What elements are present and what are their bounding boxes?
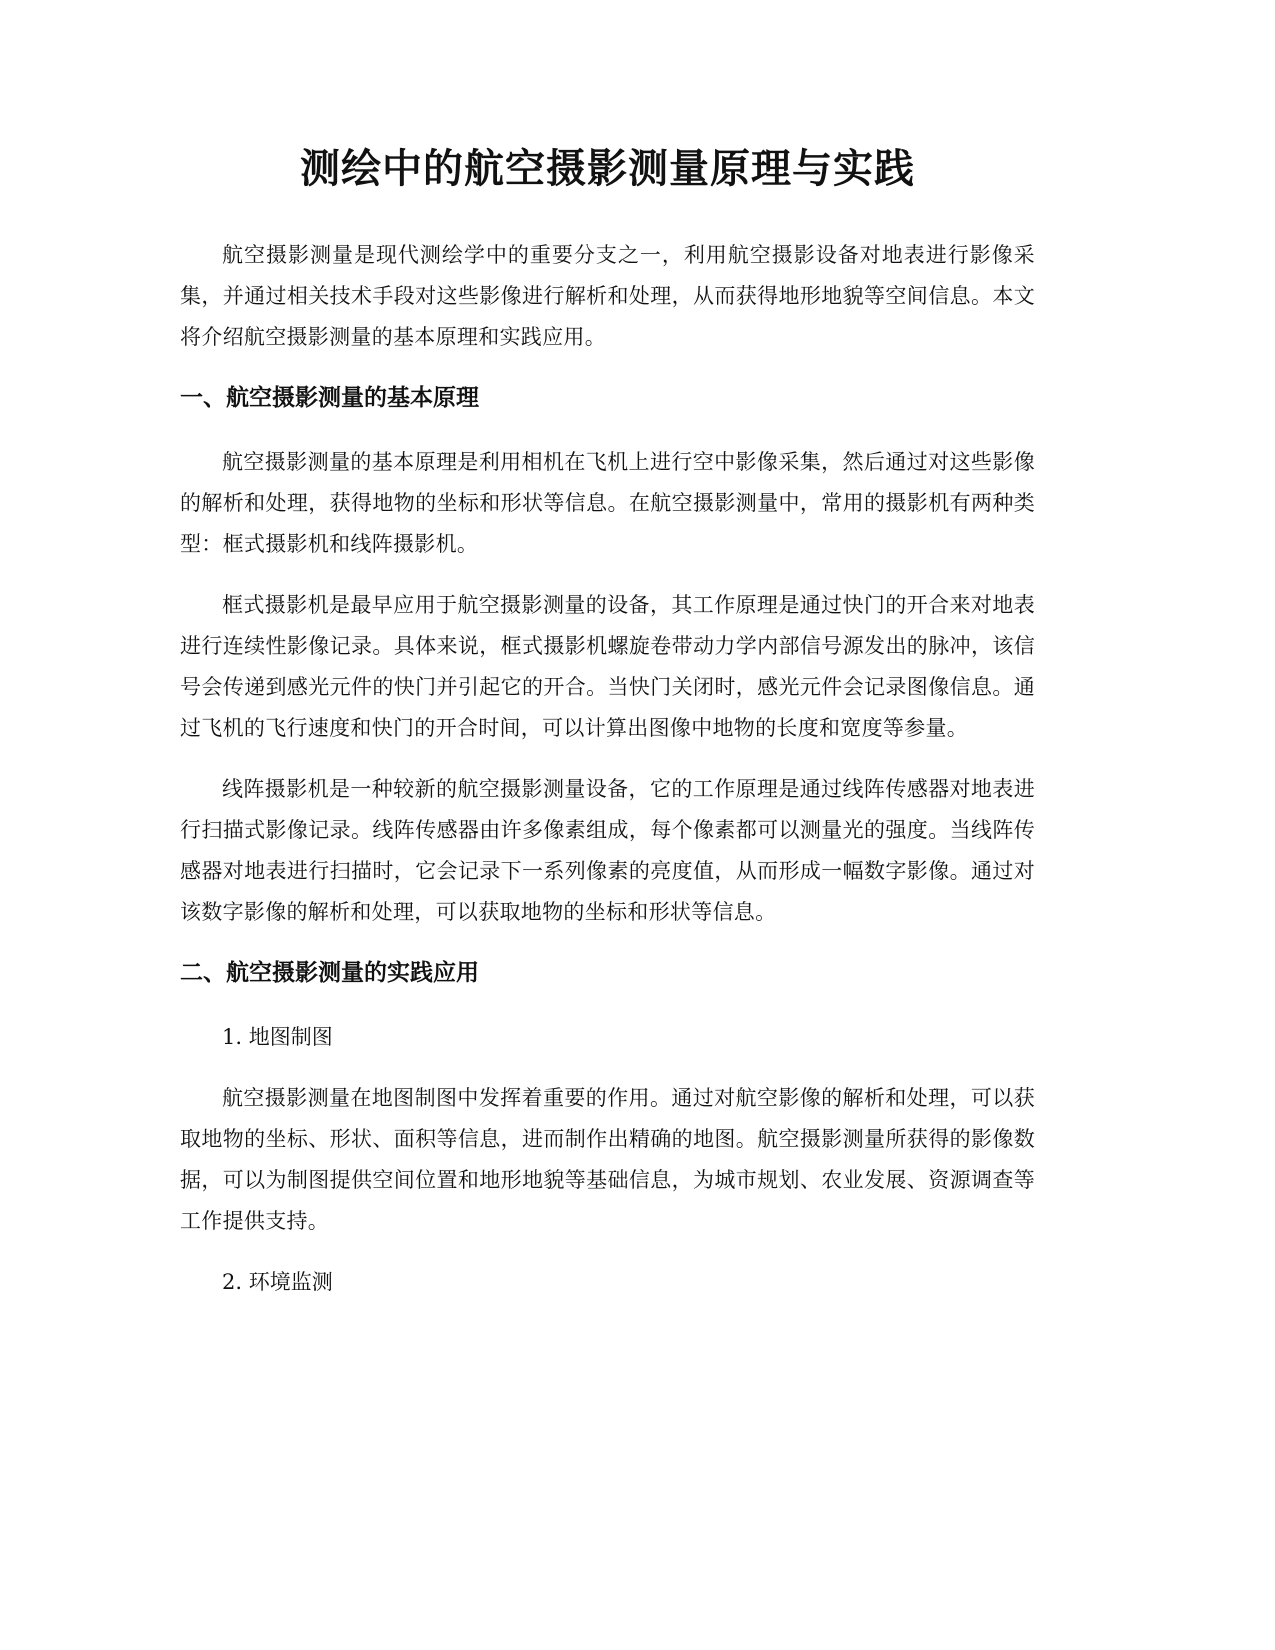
section-1-paragraph-1: 航空摄影测量的基本原理是利用相机在飞机上进行空中影像采集，然后通过对这些影像的解析和处理，获得地物的坐标和形状等信息。在航空摄影测量中，常用的摄影机有两种类型：框式摄影机和线阵摄影机。 bbox=[180, 450, 1035, 556]
subsection-1-paragraph: 航空摄影测量在地图制图中发挥着重要的作用。通过对航空影像的解析和处理，可以获取地物的坐标、形状、面积等信息，进而制作出精确的地图。航空摄影测量所获得的影像数据，可以为制图提供空间位置和地形地貌等基础信息，为城市规划、农业发展、资源调查等工作提供支持。 bbox=[180, 1086, 1035, 1233]
document-title: 测绘中的航空摄影测量原理与实践 bbox=[300, 146, 915, 192]
section-2-heading: 二、航空摄影测量的实践应用 bbox=[180, 960, 479, 986]
section-1-paragraph-3: 线阵摄影机是一种较新的航空摄影测量设备，它的工作原理是通过线阵传感器对地表进行扫描式影像记录。线阵传感器由许多像素组成，每个像素都可以测量光的强度。当线阵传感器对地表进行扫描时，它会记录下一系列像素的亮度值，从而形成一幅数字影像。通过对该数字影像的解析和处理，可以获取地物的坐标和形状等信息。 bbox=[180, 777, 1035, 924]
section-1-heading: 一、航空摄影测量的基本原理 bbox=[180, 385, 479, 411]
section-1-paragraph-2: 框式摄影机是最早应用于航空摄影测量的设备，其工作原理是通过快门的开合来对地表进行连续性影像记录。具体来说，框式摄影机螺旋卷带动力学内部信号源发出的脉冲，该信号会传递到感光元件的快门并引起它的开合。当快门关闭时，感光元件会记录图像信息。通过飞机的飞行速度和快门的开合时间，可以计算出图像中地物的长度和宽度等参量。 bbox=[180, 593, 1035, 740]
subsection-1-title: 1. 地图制图 bbox=[222, 1025, 333, 1049]
intro-paragraph: 航空摄影测量是现代测绘学中的重要分支之一，利用航空摄影设备对地表进行影像采集，并通过相关技术手段对这些影像进行解析和处理，从而获得地形地貌等空间信息。本文将介绍航空摄影测量的基本原理和实践应用。 bbox=[180, 243, 1035, 349]
subsection-2-title: 2. 环境监测 bbox=[222, 1270, 333, 1294]
document-page bbox=[180, 130, 1035, 1323]
